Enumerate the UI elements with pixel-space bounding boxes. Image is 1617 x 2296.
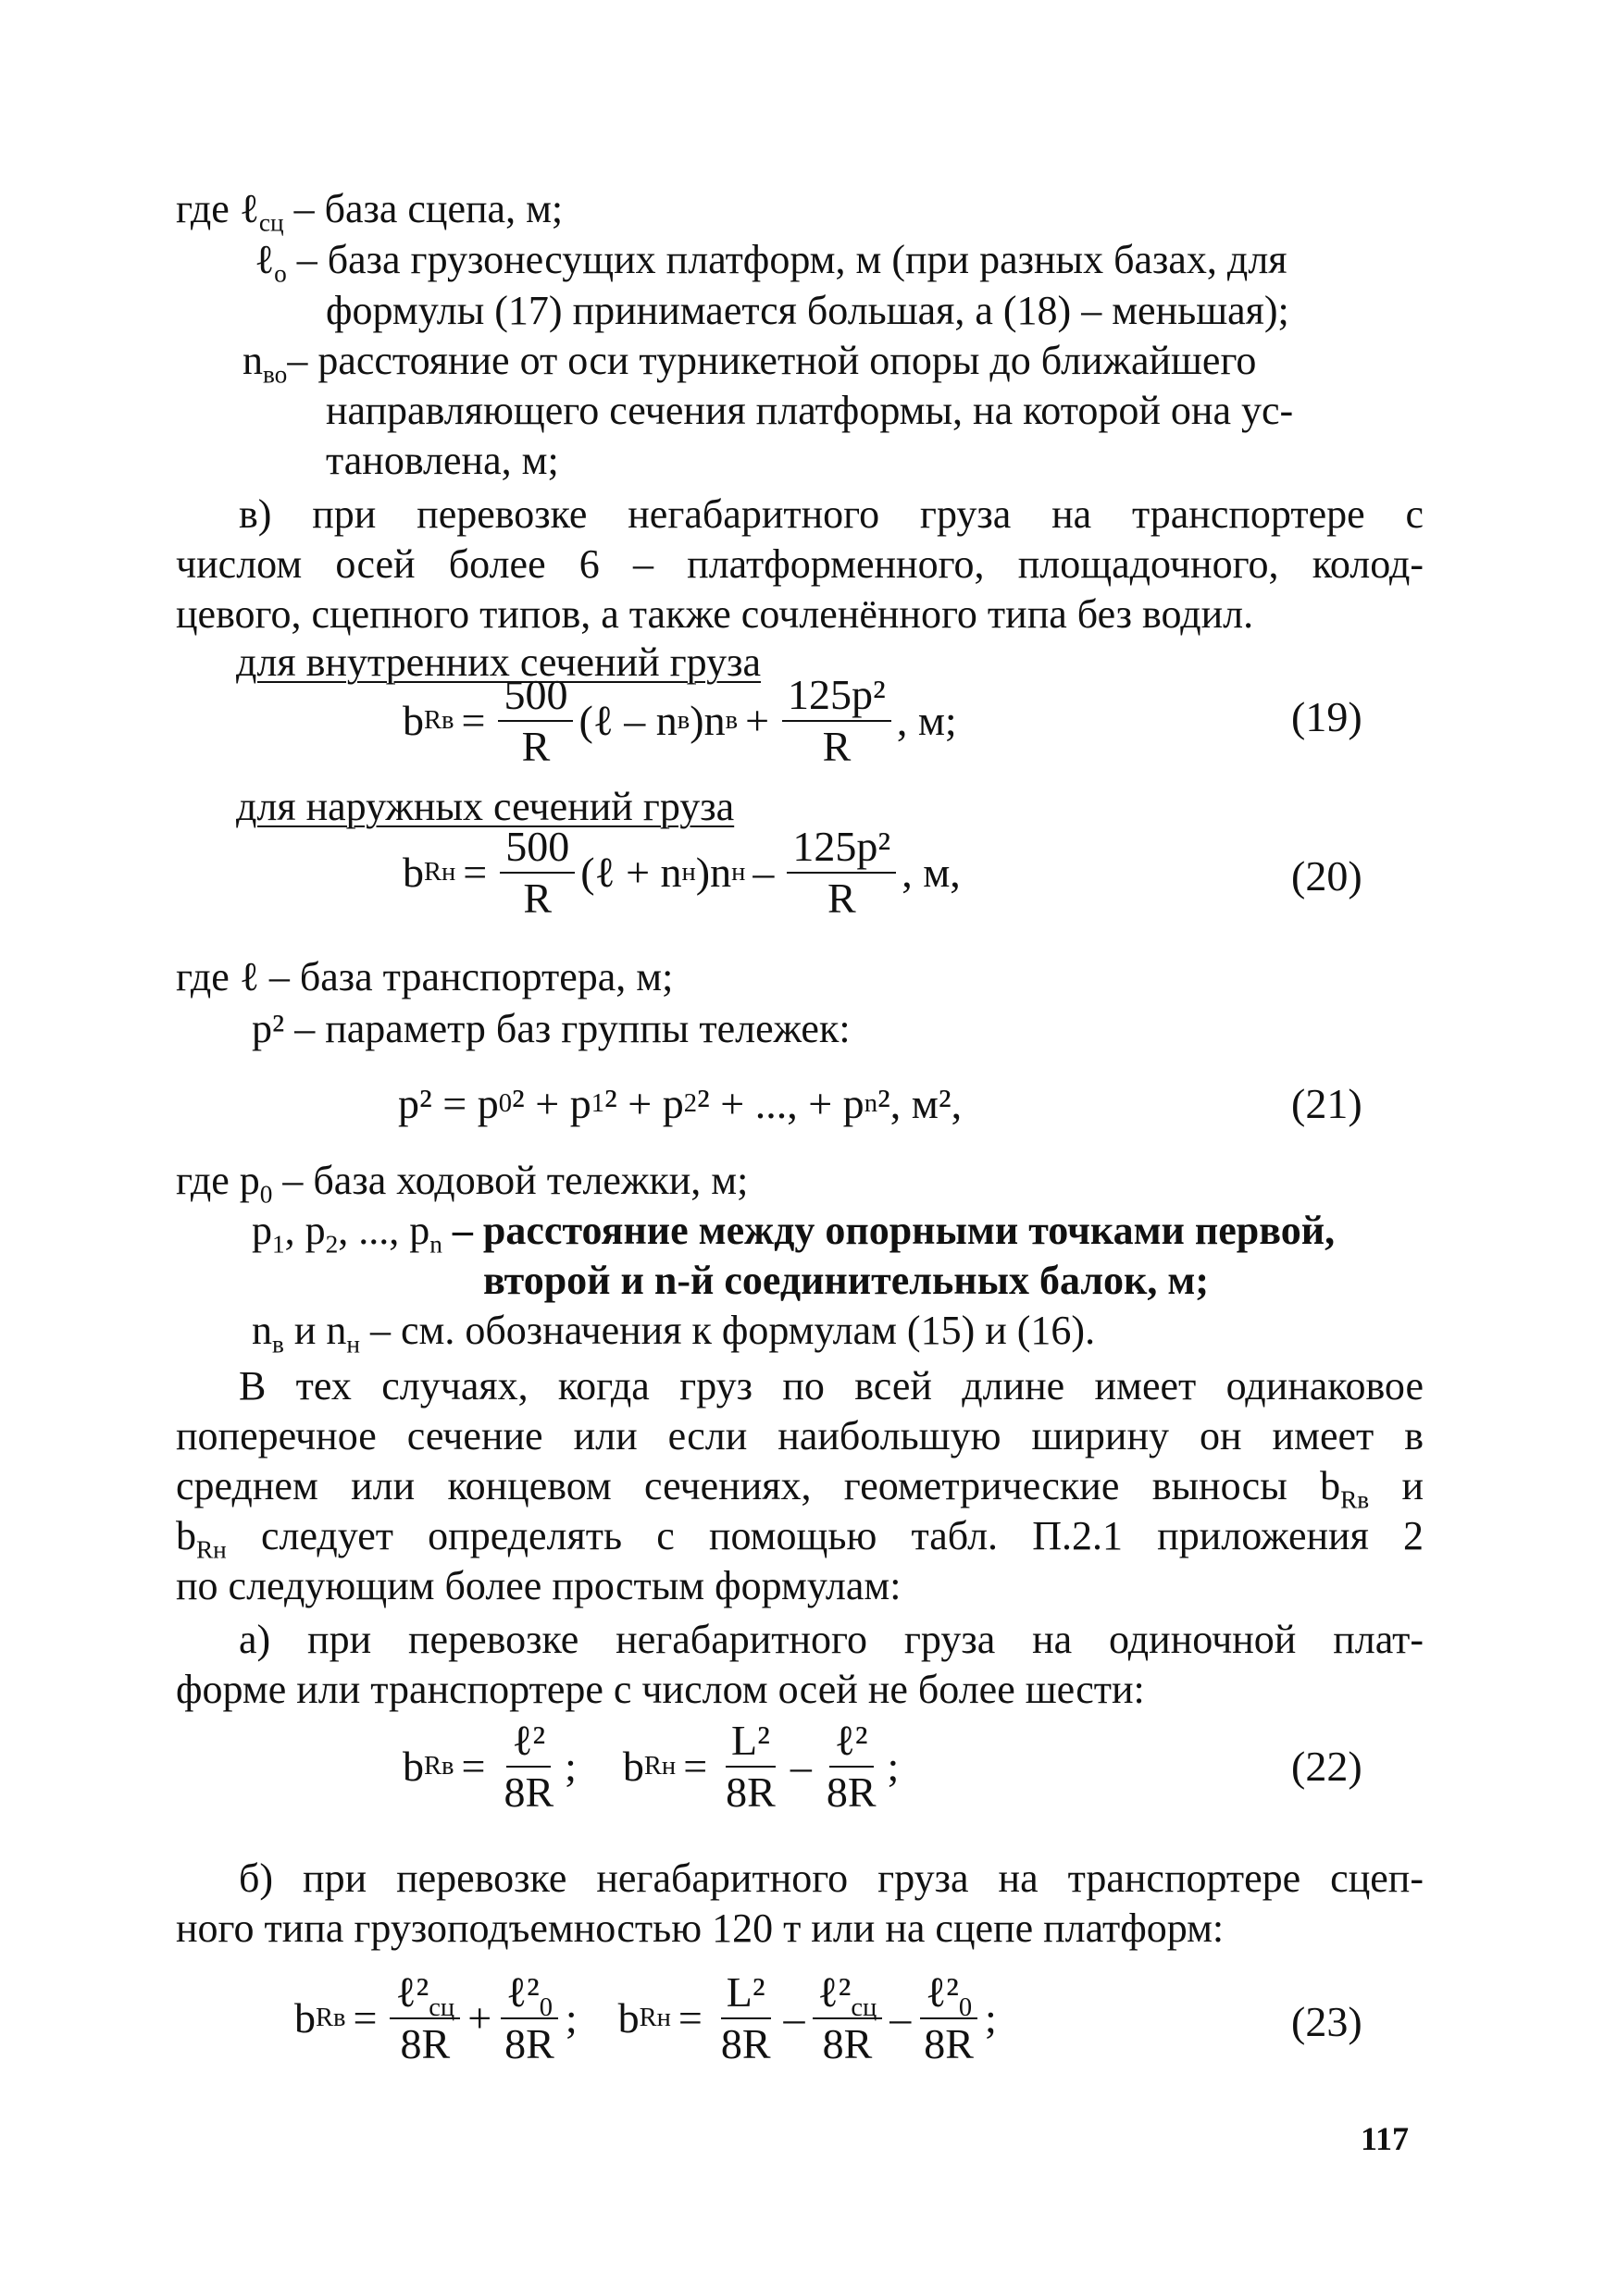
equation-number: (19) [1291, 693, 1362, 740]
text-line: числом осей более 6 – платформенного, площадочного, колод- [176, 541, 1424, 587]
text-line: а) при перевозке негабаритного груза на одиночной плат- [239, 1617, 1424, 1662]
text-line: где ℓ$_{сц}$ – база сцепа, м; [176, 186, 564, 237]
formula-19: b Rв = $\frac{500}{R}$ (ℓ – n в )n в + $\frac{\text{125p²}}{R}$ , м; [403, 671, 957, 770]
formula-21: p² = p 0 ² + p 1 ² + p 2 ² + ..., + p n ², м², [398, 1080, 963, 1127]
text-line: по следующим более простым формулам: [176, 1563, 902, 1608]
text-line: ℓ$_о$ – база грузонесущих платформ, м (при разных базах, для [255, 237, 1287, 288]
formula-22: b Rв = $\frac{\text{ℓ²}}{8R}$ ; b Rн = $\frac{\text{L²}}{8R}$ – $\frac{\text{ℓ²}}{8R}$ ; [403, 1717, 900, 1816]
formula-20: b Rн = $\frac{500}{R}$ (ℓ + n н )n н – $\frac{\text{125p²}}{R}$ , м, [403, 823, 961, 922]
text-line: б) при перевозке негабаритного груза на транспортере сцеп- [239, 1855, 1424, 1901]
equation-number: (21) [1291, 1080, 1362, 1127]
text-line: $n_{во}-$ расстояние от оси турникетной опоры до ближайшего [243, 338, 1257, 389]
text-line: тановлена, м; [326, 438, 559, 483]
text-line: форме или транспортере с числом осей не более шести: [176, 1667, 1145, 1712]
text-line: ного типа грузоподъемностью 120 т или на сцепе платформ: [176, 1905, 1225, 1951]
text-line: $n_в$ и $n_н$ – см. обозначения к формулам (15) и (16). [252, 1308, 1096, 1359]
text-line: где ℓ – база транспортера, м; [176, 954, 674, 999]
text-line: $p_1$, $p_2$, ..., $p_n$ – расстояние между опорными точками первой, [252, 1208, 1336, 1259]
equation-number: (23) [1291, 1998, 1362, 2045]
text-line: В тех случаях, когда груз по всей длине имеет одинаковое [239, 1363, 1424, 1409]
page-number: 117 [1361, 2120, 1410, 2157]
equation-number: (22) [1291, 1743, 1362, 1790]
text-line: направляющего сечения платформы, на которой она ус- [326, 388, 1294, 433]
formula-23: b Rв = $\frac{\ell^2_{сц}}{8R}$ + $\frac{\ell^2_0}{8R}$ ; b Rн = $\frac{\text{L²}}{8R}$ – $\frac{\ell^2_{сц}}{8R}$ – $\frac{\ell^2_0}{8R}$ ; [294, 1968, 997, 2067]
section-heading: для внутренних сечений груза [236, 639, 762, 685]
text-line: $b_{Rн}$ следует определять с помощью табл. П.2.1 приложения 2 [176, 1513, 1424, 1564]
text-line: поперечное сечение или если наибольшую ширину он имеет в [176, 1413, 1424, 1458]
text-line: где $p_0$ – база ходовой тележки, м; [176, 1158, 749, 1209]
text-line: цевого, сцепного типов, а также сочленённого типа без водил. [176, 591, 1254, 637]
section-heading: для наружных сечений груза [236, 784, 735, 829]
text-line: среднем или концевом сечениях, геометрические выносы $b_{Rв}$ и [176, 1463, 1424, 1514]
text-line: в) при перевозке негабаритного груза на транспортере с [239, 491, 1424, 537]
text-line: второй и n-й соединительных балок, м; [483, 1258, 1209, 1303]
equation-number: (20) [1291, 852, 1362, 900]
text-line: формулы (17) принимается большая, а (18) – меньшая); [326, 288, 1289, 333]
text-line: p² – параметр баз группы тележек: [252, 1006, 851, 1051]
